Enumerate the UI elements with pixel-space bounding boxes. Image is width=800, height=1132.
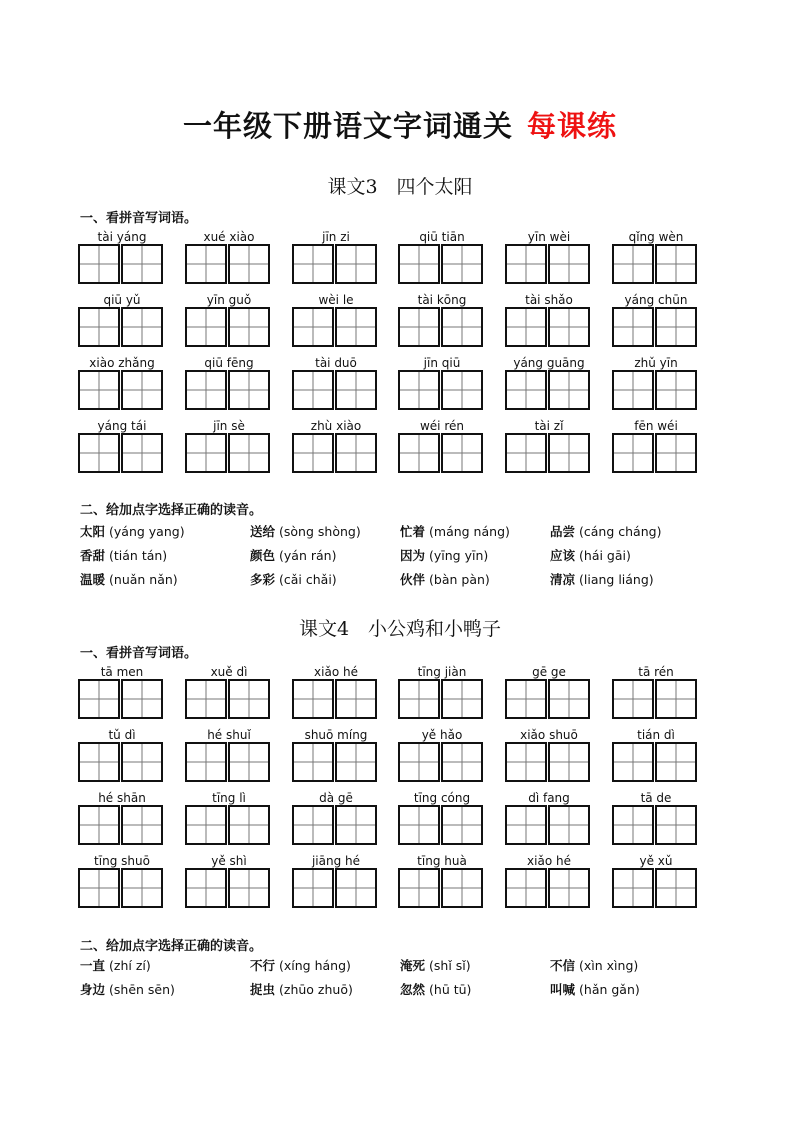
tian-box[interactable] [78,742,120,782]
pinyin-label: tǔ dì [108,728,136,742]
reading-item [250,981,353,999]
tian-box[interactable] [398,244,440,284]
tian-box[interactable] [655,370,697,410]
tian-box[interactable] [612,868,654,908]
tian-box[interactable] [655,307,697,347]
tian-box[interactable] [292,805,334,845]
reading-item [250,523,361,541]
pinyin-label: yě shì [211,854,247,868]
tian-box[interactable] [78,307,120,347]
reading-item [400,981,471,999]
pinyin-label: yīn wèi [527,230,571,244]
reading-item [400,571,490,589]
tian-box[interactable] [292,742,334,782]
reading-row [80,571,720,595]
pinyin-label: qiū yǔ [103,293,141,307]
tian-box[interactable] [612,370,654,410]
reading-item [550,523,661,541]
tian-box[interactable] [505,679,547,719]
pinyin-label: tīng lì [212,791,246,805]
tian-box[interactable] [121,868,163,908]
tian-box[interactable] [121,433,163,473]
tian-box[interactable] [548,742,590,782]
reading-phrase: 伙伴 [400,572,426,587]
reading-options[interactable]: (zhūo zhuō) [279,982,353,997]
writing-grid [78,664,710,916]
pinyin-label: wéi rén [419,419,464,433]
pinyin-label: jīn zi [322,230,350,244]
reading-options[interactable]: (máng náng) [429,524,510,539]
reading-row [80,981,720,1005]
pinyin-label: tián dì [637,728,675,742]
reading-item [80,547,167,565]
tian-box[interactable] [548,433,590,473]
reading-phrase: 身边 [80,982,106,997]
tian-box[interactable] [78,433,120,473]
tian-box[interactable] [655,433,697,473]
tian-box[interactable] [441,742,483,782]
tian-box[interactable] [335,868,377,908]
reading-item [250,957,351,975]
reading-options[interactable]: (yīng yīn) [429,548,489,563]
tian-box[interactable] [78,244,120,284]
pinyin-label: tā men [100,665,144,679]
pinyin-label: xiǎo hé [527,854,571,868]
pinyin-label: qǐng wèn [628,230,684,244]
pinyin-label: tài yáng [97,230,147,244]
tian-box[interactable] [548,805,590,845]
reading-options[interactable]: (hǎn gǎn) [579,982,640,997]
reading-item [550,571,654,589]
tian-box[interactable] [335,679,377,719]
pinyin-label: dì fang [528,791,570,805]
pinyin-label: gē ge [532,665,566,679]
tian-box[interactable] [441,679,483,719]
tian-box[interactable] [398,868,440,908]
reading-item [400,957,471,975]
pinyin-label: tīng shuō [94,854,150,868]
tian-box[interactable] [548,244,590,284]
pinyin-label: zhù xiào [310,419,362,433]
reading-item [550,957,638,975]
tian-box[interactable] [292,370,334,410]
reading-phrase: 忽然 [400,982,426,997]
pinyin-label: xiǎo hé [314,665,358,679]
tian-box[interactable] [505,307,547,347]
pinyin-label: yáng tái [97,419,147,433]
tian-box[interactable] [505,370,547,410]
tian-box[interactable] [398,742,440,782]
grid-row [78,355,710,418]
tian-box[interactable] [185,307,227,347]
tian-box[interactable] [121,805,163,845]
tian-box[interactable] [612,805,654,845]
pinyin-label: xuě dì [210,665,248,679]
reading-options[interactable]: (hū tū) [429,982,472,997]
reading-phrase: 送给 [250,524,276,539]
tian-box[interactable] [612,244,654,284]
reading-phrase: 香甜 [80,548,106,563]
reading-phrase: 太阳 [80,524,106,539]
pinyin-label: xiào zhǎng [89,356,155,370]
reading-options[interactable]: (cǎi chǎi) [279,572,337,587]
reading-options[interactable]: (liang liáng) [579,572,654,587]
tian-box[interactable] [185,370,227,410]
reading-item [250,547,336,565]
tian-box[interactable] [78,370,120,410]
tian-box[interactable] [228,805,270,845]
tian-box[interactable] [441,868,483,908]
tian-box[interactable] [441,370,483,410]
tian-box[interactable] [185,679,227,719]
pinyin-label: tài zǐ [534,419,564,433]
reading-item [80,981,175,999]
section-heading-reading: 二、给加点字选择正确的读音。 [80,503,263,518]
tian-box[interactable] [441,805,483,845]
reading-phrase: 因为 [400,548,426,563]
pinyin-label: qiū tiān [419,230,465,244]
reading-row [80,547,720,571]
pinyin-label: xiǎo shuō [520,728,578,742]
tian-box[interactable] [78,868,120,908]
reading-phrase: 清凉 [550,572,576,587]
pinyin-label: jīn qiū [423,356,461,370]
page-title [0,104,800,145]
tian-box[interactable] [292,679,334,719]
section-heading-pinyin: 一、看拼音写词语。 [80,211,198,226]
reading-options[interactable]: (yáng yang) [109,524,185,539]
tian-box[interactable] [228,370,270,410]
reading-options[interactable]: (bàn pàn) [429,572,490,587]
tian-box[interactable] [441,244,483,284]
reading-options[interactable]: (hái gāi) [579,548,631,563]
tian-box[interactable] [398,370,440,410]
reading-item [550,981,640,999]
tian-box[interactable] [121,307,163,347]
pinyin-label: qiū fēng [204,356,254,370]
reading-options[interactable]: (nuǎn nǎn) [109,572,178,587]
tian-box[interactable] [228,433,270,473]
tian-box[interactable] [505,742,547,782]
grid-row [78,790,710,853]
reading-phrase: 叫喊 [550,982,576,997]
tian-box[interactable] [398,307,440,347]
grid-row [78,727,710,790]
tian-box[interactable] [441,307,483,347]
tian-box[interactable] [228,868,270,908]
reading-item [250,571,337,589]
pinyin-label: tīng jiàn [417,665,467,679]
section-heading-pinyin: 一、看拼音写词语。 [80,646,198,661]
reading-list [80,523,720,595]
tian-box[interactable] [185,805,227,845]
pinyin-label: yáng chūn [624,293,688,307]
tian-box[interactable] [335,370,377,410]
pinyin-label: jīn sè [213,419,245,433]
reading-options[interactable]: (zhí zí) [109,958,151,973]
pinyin-label: tài duō [315,356,357,370]
tian-box[interactable] [228,307,270,347]
tian-box[interactable] [292,307,334,347]
pinyin-label: shuō míng [304,728,368,742]
tian-box[interactable] [398,679,440,719]
tian-box[interactable] [121,679,163,719]
reading-options[interactable]: (shǐ sǐ) [429,958,471,973]
pinyin-label: hé shuǐ [207,728,251,742]
reading-phrase: 捉虫 [250,982,276,997]
tian-box[interactable] [78,805,120,845]
tian-box[interactable] [612,307,654,347]
pinyin-label: yě hǎo [421,728,463,742]
reading-item [80,957,151,975]
grid-row [78,418,710,481]
tian-box[interactable] [548,679,590,719]
writing-grid [78,229,710,481]
reading-options[interactable]: (xíng háng) [279,958,351,973]
reading-options[interactable]: (yán rán) [279,548,337,563]
reading-phrase: 不信 [550,958,576,973]
reading-row [80,523,720,547]
tian-box[interactable] [335,307,377,347]
title-main: 一年级下册语文字词通关 [182,109,513,143]
pinyin-label: fēn wéi [634,419,678,433]
reading-phrase: 颜色 [250,548,276,563]
pinyin-label: zhǔ yīn [634,356,678,370]
reading-item [80,571,178,589]
pinyin-label: tā rén [638,665,674,679]
tian-box[interactable] [121,370,163,410]
section-heading-reading: 二、给加点字选择正确的读音。 [80,939,263,954]
tian-box[interactable] [612,433,654,473]
reading-item [400,523,510,541]
pinyin-label: hé shān [98,791,146,805]
tian-box[interactable] [548,307,590,347]
tian-box[interactable] [335,244,377,284]
tian-box[interactable] [228,244,270,284]
reading-options[interactable]: (cáng cháng) [579,524,662,539]
tian-box[interactable] [292,868,334,908]
tian-box[interactable] [505,805,547,845]
pinyin-label: yáng guāng [513,356,585,370]
tian-box[interactable] [505,433,547,473]
reading-phrase: 应该 [550,548,576,563]
pinyin-label: tīng cóng [413,791,471,805]
tian-box[interactable] [335,433,377,473]
pinyin-label: tài shǎo [525,293,573,307]
tian-box[interactable] [612,742,654,782]
grid-row [78,853,710,916]
tian-box[interactable] [655,868,697,908]
tian-box[interactable] [505,868,547,908]
tian-box[interactable] [548,868,590,908]
pinyin-label: tài kōng [417,293,467,307]
reading-item [550,547,631,565]
tian-box[interactable] [185,868,227,908]
tian-box[interactable] [78,679,120,719]
tian-box[interactable] [441,433,483,473]
tian-box[interactable] [228,679,270,719]
pinyin-label: wèi le [318,293,354,307]
pinyin-label: tīng huà [417,854,467,868]
pinyin-label: tā de [640,791,672,805]
tian-box[interactable] [121,244,163,284]
reading-options[interactable]: (sòng shòng) [279,524,361,539]
reading-options[interactable]: (tián tán) [109,548,168,563]
reading-options[interactable]: (shēn sēn) [109,982,175,997]
reading-phrase: 不行 [250,958,276,973]
reading-item [400,547,488,565]
reading-phrase: 一直 [80,958,106,973]
tian-box[interactable] [185,433,227,473]
tian-box[interactable] [655,679,697,719]
tian-box[interactable] [121,742,163,782]
tian-box[interactable] [548,370,590,410]
pinyin-label: xué xiào [203,230,255,244]
pinyin-label: jiāng hé [311,854,361,868]
tian-box[interactable] [505,244,547,284]
tian-box[interactable] [398,805,440,845]
grid-row [78,292,710,355]
tian-box[interactable] [185,742,227,782]
tian-box[interactable] [228,742,270,782]
lesson-title: 课文4 小公鸡和小鸭子 [298,618,502,640]
tian-box[interactable] [292,433,334,473]
pinyin-label: yīn guǒ [206,293,252,307]
tian-box[interactable] [612,679,654,719]
pinyin-label: yě xǔ [639,854,673,868]
tian-box[interactable] [655,805,697,845]
tian-box[interactable] [655,244,697,284]
reading-phrase: 多彩 [250,572,276,587]
tian-box[interactable] [335,742,377,782]
reading-item [80,523,185,541]
reading-phrase: 淹死 [400,958,426,973]
reading-phrase: 品尝 [550,524,576,539]
grid-row [78,664,710,727]
tian-box[interactable] [398,433,440,473]
reading-options[interactable]: (xìn xìng) [579,958,639,973]
tian-box[interactable] [292,244,334,284]
reading-phrase: 忙着 [400,524,426,539]
lesson-title: 课文3 四个太阳 [327,176,473,198]
tian-box[interactable] [335,805,377,845]
grid-row [78,229,710,292]
reading-phrase: 温暖 [80,572,106,587]
tian-box[interactable] [655,742,697,782]
title-accent: 每课练 [527,109,618,143]
reading-list [80,957,720,1005]
pinyin-label: dà gē [319,791,353,805]
reading-row [80,957,720,981]
tian-box[interactable] [185,244,227,284]
